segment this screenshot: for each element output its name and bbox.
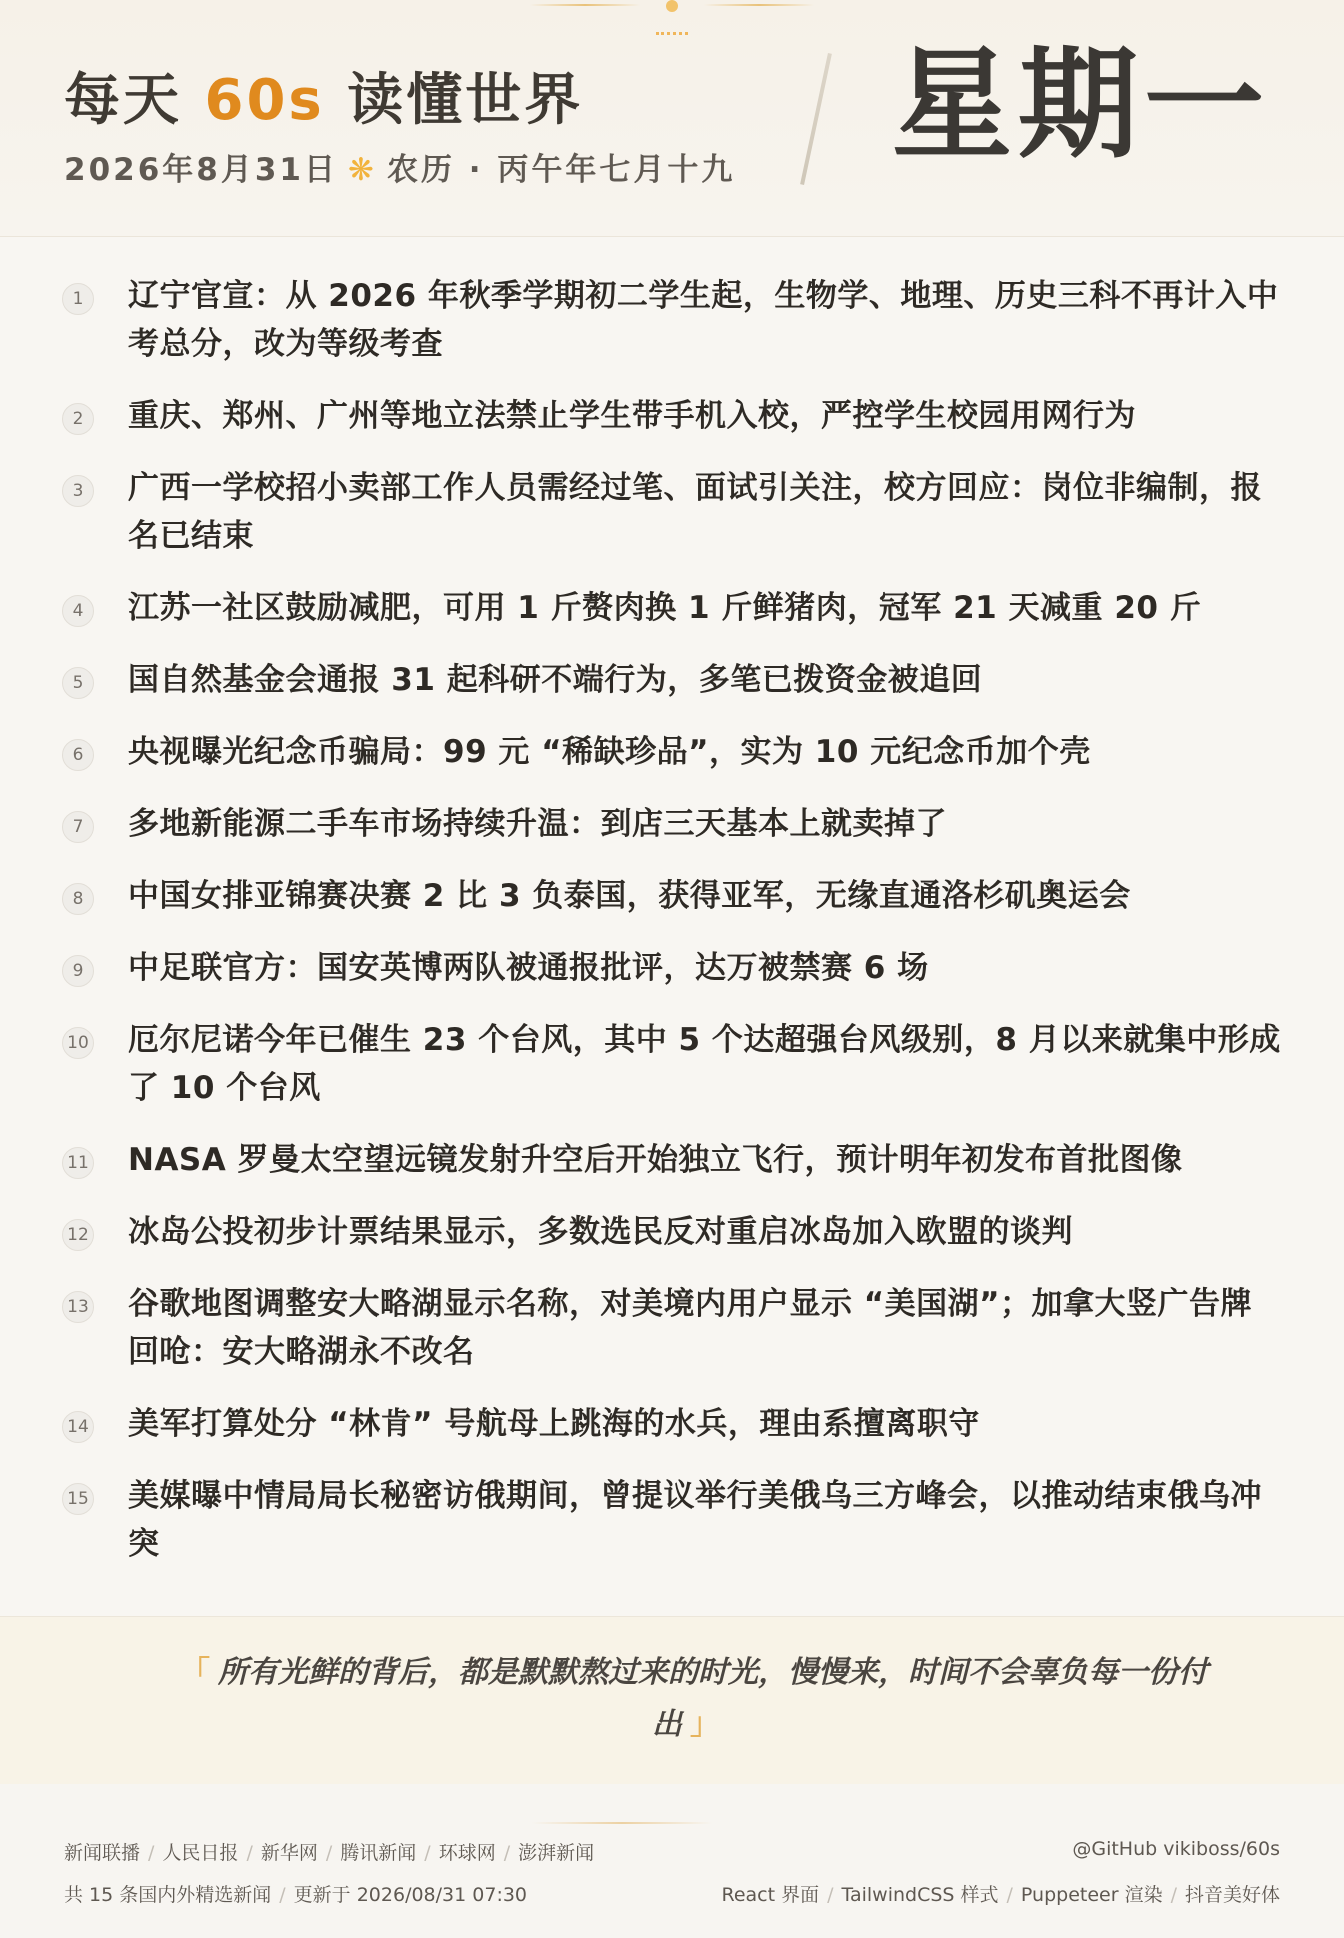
news-text: 多地新能源二手车市场持续升温：到店三天基本上就卖掉了 [128, 806, 947, 842]
news-number-badge: 5 [62, 667, 94, 699]
source-item: 人民日报 [162, 1842, 239, 1864]
news-item [62, 1208, 1282, 1256]
weekday: 星期一 [892, 36, 1270, 175]
tech-item: Puppeteer 渲染 [1020, 1884, 1163, 1906]
news-list [62, 272, 1282, 1592]
news-number-badge: 8 [62, 883, 94, 915]
news-item [62, 944, 1282, 992]
header [0, 0, 1344, 237]
news-text: 央视曝光纪念币骗局：99 元 “稀缺珍品”，实为 10 元纪念币加个壳 [128, 734, 1091, 770]
title-suffix: 读懂世界 [347, 68, 584, 133]
news-number-badge: 12 [62, 1219, 94, 1251]
news-text: 辽宁官宣：从 2026 年秋季学期初二学生起，生物学、地理、历史三科不再计入中考总分，改为等级考查 [128, 278, 1279, 362]
separator: / [1170, 1884, 1177, 1906]
source-item: 澎湃新闻 [518, 1842, 595, 1864]
news-text: 美军打算处分 “林肯” 号航母上跳海的水兵，理由系擅离职守 [128, 1406, 980, 1442]
github-credit: @GitHub vikiboss/60s [1072, 1838, 1280, 1860]
news-sources [64, 1838, 594, 1865]
meta-separator: / [279, 1884, 286, 1906]
separator: / [827, 1884, 834, 1906]
news-text: 厄尔尼诺今年已催生 23 个台风，其中 5 个达超强台风级别，8 月以来就集中形成了 10 个台风 [128, 1022, 1281, 1106]
news-number-badge: 1 [62, 283, 94, 315]
ornament-line-right [704, 4, 814, 6]
news-text: 广西一学校招小卖部工作人员需经过笔、面试引关注，校方回应：岗位非编制，报名已结束 [128, 470, 1262, 554]
news-count: 共 15 条国内外精选新闻 [64, 1884, 272, 1906]
news-text: NASA 罗曼太空望远镜发射升空后开始独立飞行，预计明年初发布首批图像 [128, 1142, 1183, 1178]
tech-item: React 界面 [721, 1884, 820, 1906]
news-item [62, 1016, 1282, 1112]
date-line [64, 144, 735, 189]
news-text: 冰岛公投初步计票结果显示，多数选民反对重启冰岛加入欧盟的谈判 [128, 1214, 1073, 1250]
ornament-line-left [530, 4, 640, 6]
meta-line [64, 1880, 527, 1907]
news-item [62, 872, 1282, 920]
title-prefix: 每天 [64, 68, 182, 133]
daily-quote [140, 1647, 1240, 1751]
news-text: 江苏一社区鼓励减肥，可用 1 斤赘肉换 1 斤鲜猪肉，冠军 21 天减重 20 斤 [128, 590, 1202, 626]
page-title [64, 56, 583, 136]
news-number-badge: 10 [62, 1027, 94, 1059]
quote-close-mark: 」 [690, 1707, 720, 1742]
news-number-badge: 11 [62, 1147, 94, 1179]
separator: / [1006, 1884, 1013, 1906]
news-text: 中国女排亚锦赛决赛 2 比 3 负泰国，获得亚军，无缘直通洛杉矶奥运会 [128, 878, 1131, 914]
update-time: 更新于 2026/08/31 07:30 [293, 1884, 528, 1906]
flower-icon: ❋ [348, 152, 377, 188]
news-number-badge: 14 [62, 1411, 94, 1443]
news-item [62, 728, 1282, 776]
separator: / [424, 1842, 431, 1864]
news-item [62, 272, 1282, 368]
separator: / [503, 1842, 511, 1864]
ornament-dash [656, 32, 688, 38]
news-item [62, 1136, 1282, 1184]
news-item [62, 656, 1282, 704]
news-item [62, 584, 1282, 632]
lunar-date: 农历 · 丙午年七月十九 [386, 152, 736, 188]
news-item [62, 1400, 1282, 1448]
footer-ornament [532, 1822, 712, 1824]
news-item [62, 1280, 1282, 1376]
news-number-badge: 4 [62, 595, 94, 627]
news-number-badge: 13 [62, 1291, 94, 1323]
news-text: 美媒曝中情局局长秘密访俄期间，曾提议举行美俄乌三方峰会，以推动结束俄乌冲突 [128, 1478, 1262, 1562]
tech-item: TailwindCSS 样式 [841, 1884, 999, 1906]
source-item: 腾讯新闻 [340, 1842, 417, 1864]
news-number-badge: 15 [62, 1483, 94, 1515]
solar-date: 2026年8月31日 [64, 152, 338, 188]
separator: / [246, 1842, 253, 1864]
news-item [62, 392, 1282, 440]
ornament-dot [666, 0, 678, 12]
news-item [62, 464, 1282, 560]
news-text: 国自然基金会通报 31 起科研不端行为，多笔已拨资金被追回 [128, 662, 983, 698]
news-number-badge: 9 [62, 955, 94, 987]
source-item: 新华网 [260, 1842, 318, 1864]
separator: / [148, 1842, 155, 1864]
quote-text: 所有光鲜的背后，都是默默熬过来的时光，慢慢来，时间不会辜负每一份付出 [218, 1655, 1208, 1742]
quote-open-mark: 「 [180, 1655, 210, 1690]
quote-box [0, 1616, 1344, 1786]
title-accent: 60s [204, 68, 325, 133]
news-number-badge: 3 [62, 475, 94, 507]
source-item: 环球网 [438, 1842, 496, 1864]
news-number-badge: 7 [62, 811, 94, 843]
news-text: 重庆、郑州、广州等地立法禁止学生带手机入校，严控学生校园用网行为 [128, 398, 1136, 434]
news-text: 中足联官方：国安英博两队被通报批评，达万被禁赛 6 场 [128, 950, 929, 986]
footer [0, 1784, 1344, 1938]
separator: / [325, 1842, 333, 1864]
news-number-badge: 6 [62, 739, 94, 771]
tech-item: 抖音美好体 [1184, 1884, 1280, 1906]
news-item [62, 800, 1282, 848]
header-divider [800, 53, 832, 185]
source-item: 新闻联播 [64, 1842, 141, 1864]
news-number-badge: 2 [62, 403, 94, 435]
top-ornament [530, 0, 814, 40]
tech-stack [721, 1880, 1280, 1907]
news-text: 谷歌地图调整安大略湖显示名称，对美境内用户显示 “美国湖”；加拿大竖广告牌回呛：安大略湖永不改名 [128, 1286, 1253, 1370]
news-item [62, 1472, 1282, 1568]
